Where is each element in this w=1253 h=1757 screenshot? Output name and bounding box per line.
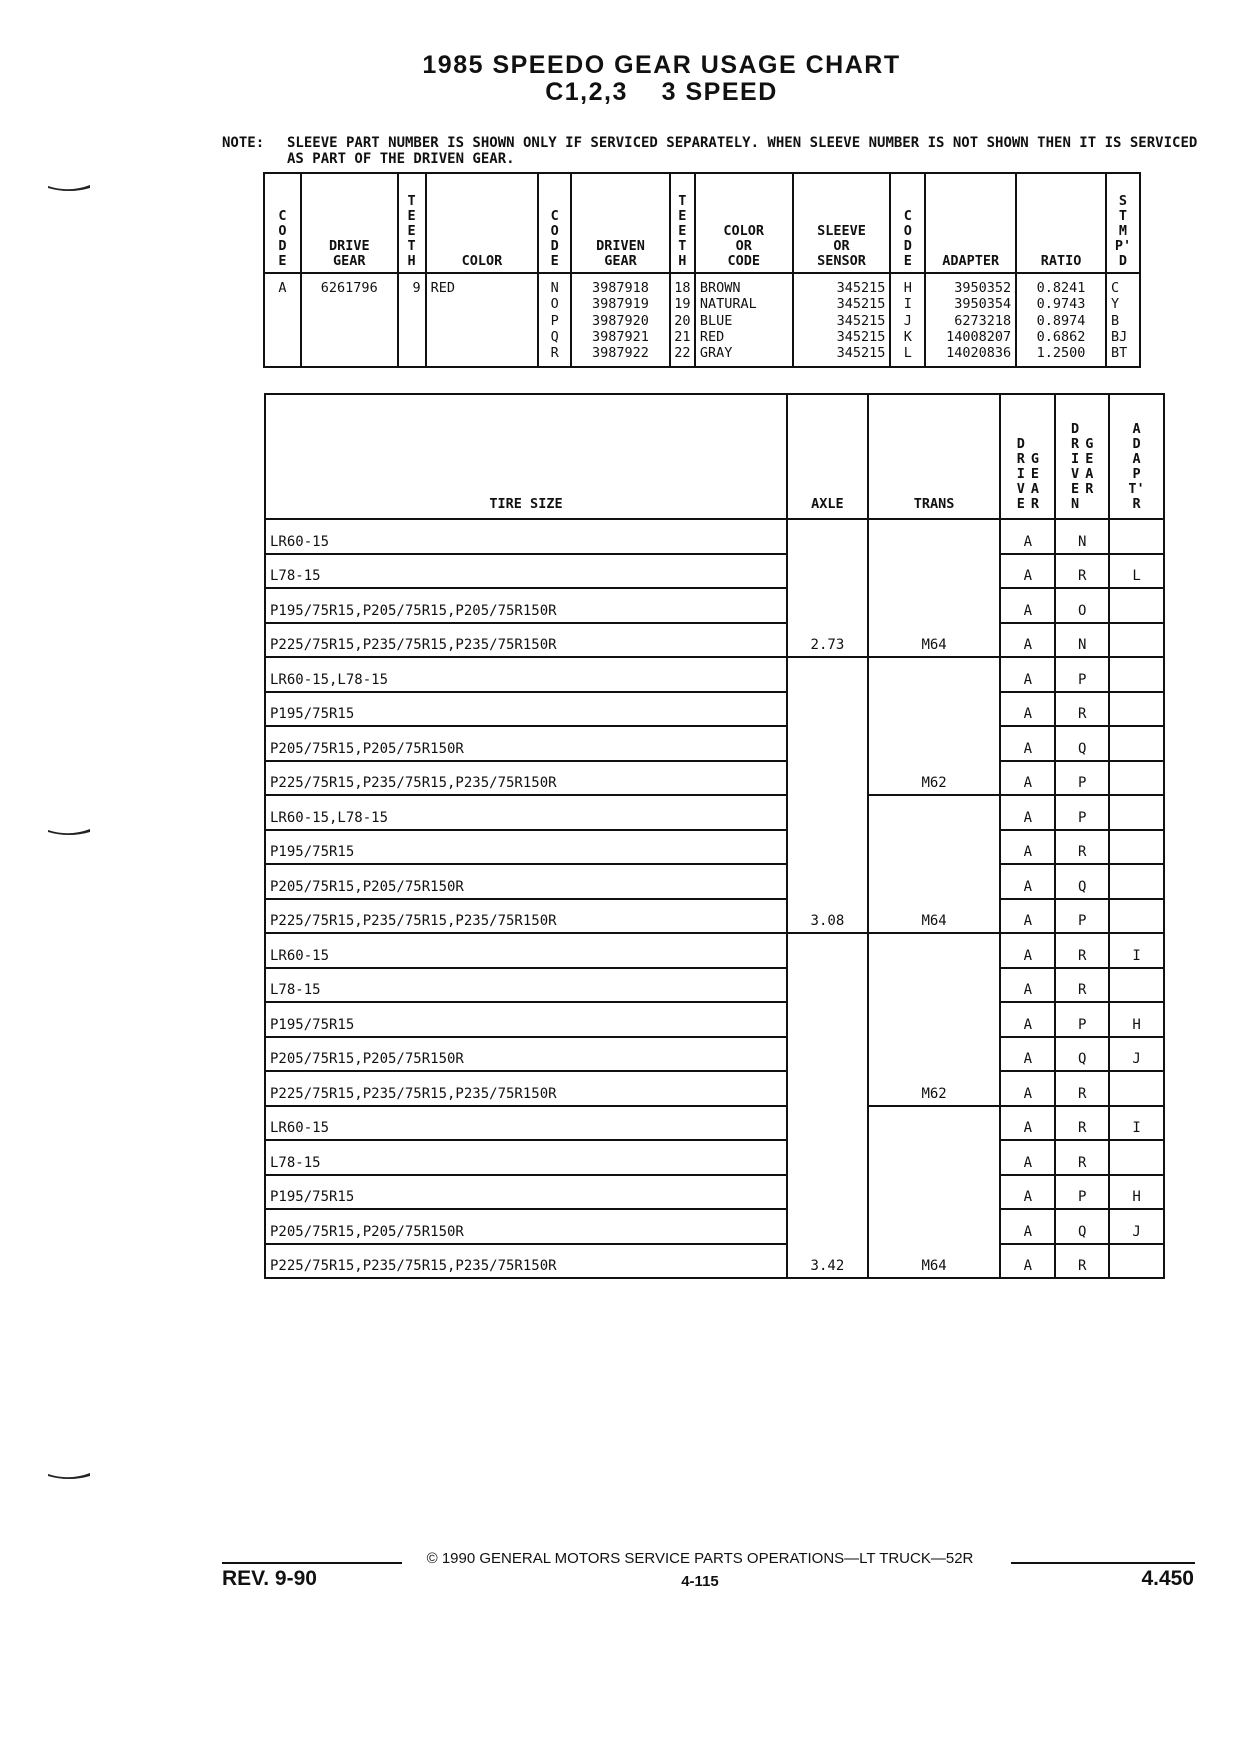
- driven-gear-cell: O: [1055, 588, 1109, 623]
- driven-gear-cell: P: [1055, 761, 1109, 796]
- drive-gear-cell: A: [1000, 692, 1055, 727]
- cell-driven-gear: 3987918 3987919 3987920 3987921 3987922: [571, 273, 670, 367]
- driven-gear-cell: R: [1055, 1071, 1109, 1106]
- adapter-cell: I: [1109, 1106, 1164, 1141]
- header-drive-gear: [1000, 394, 1055, 519]
- header-adapter: A D A P T' R: [1109, 394, 1164, 519]
- tire-size-cell: LR60-15,L78-15: [265, 795, 787, 830]
- tire-size-cell: LR60-15: [265, 933, 787, 968]
- adapter-cell: H: [1109, 1175, 1164, 1210]
- tire-table-row: [265, 1175, 1164, 1210]
- cell-color-or-code: BROWN NATURAL BLUE RED GRAY: [695, 273, 793, 367]
- gear-table-row: [264, 273, 1140, 367]
- adapter-cell: [1109, 726, 1164, 761]
- tire-table-row: [265, 623, 1164, 658]
- drive-gear-cell: A: [1000, 1002, 1055, 1037]
- footer-rule-right: [1011, 1562, 1195, 1564]
- axle-cell: 2.73: [787, 519, 868, 657]
- header-axle: AXLE: [787, 394, 868, 519]
- tire-table-row: [265, 692, 1164, 727]
- tire-table-row: [265, 795, 1164, 830]
- adapter-cell: [1109, 968, 1164, 1003]
- punch-mark: [48, 1472, 90, 1480]
- tire-size-cell: P205/75R15,P205/75R150R: [265, 1037, 787, 1072]
- driven-gear-cell: R: [1055, 830, 1109, 865]
- footer-page-ref: 4-115: [681, 1573, 719, 1590]
- adapter-cell: [1109, 623, 1164, 658]
- tire-table: [264, 393, 1165, 1279]
- adapter-cell: [1109, 692, 1164, 727]
- tire-table-row: [265, 519, 1164, 554]
- adapter-cell: [1109, 1244, 1164, 1279]
- footer-copyright: © 1990 GENERAL MOTORS SERVICE PARTS OPERATIONS—LT TRUCK—52R: [426, 1550, 974, 1567]
- header-code: C O D E: [538, 173, 571, 273]
- driven-gear-cell: R: [1055, 554, 1109, 589]
- driven-gear-cell: P: [1055, 795, 1109, 830]
- adapter-cell: [1109, 899, 1164, 934]
- driven-gear-cell: Q: [1055, 726, 1109, 761]
- drive-gear-cell: A: [1000, 864, 1055, 899]
- trans-cell: M64: [868, 519, 1001, 657]
- cell-stmpd: C Y B BJ BT: [1106, 273, 1140, 367]
- drive-gear-cell: A: [1000, 657, 1055, 692]
- tire-table-row: [265, 1106, 1164, 1141]
- axle-cell: 3.08: [787, 657, 868, 933]
- drive-gear-cell: A: [1000, 1175, 1055, 1210]
- adapter-cell: [1109, 519, 1164, 554]
- adapter-cell: [1109, 657, 1164, 692]
- header-drive-gear-word1: D R I V E: [1016, 436, 1025, 512]
- header-driven-gear-word2: G E A R: [1085, 436, 1094, 497]
- tire-size-cell: LR60-15: [265, 1106, 787, 1141]
- drive-gear-cell: A: [1000, 968, 1055, 1003]
- footer-rule-left: [222, 1562, 402, 1564]
- drive-gear-cell: A: [1000, 726, 1055, 761]
- header-stmpd: S T M P' D: [1106, 173, 1140, 273]
- driven-gear-cell: P: [1055, 657, 1109, 692]
- tire-table-row: [265, 1140, 1164, 1175]
- page-number: 4.450: [1141, 1567, 1194, 1590]
- adapter-cell: [1109, 864, 1164, 899]
- driven-gear-cell: R: [1055, 968, 1109, 1003]
- driven-gear-cell: R: [1055, 933, 1109, 968]
- tire-table-row: [265, 1037, 1164, 1072]
- cell-code: H I J K L: [890, 273, 925, 367]
- drive-gear-cell: A: [1000, 761, 1055, 796]
- tire-size-cell: P195/75R15: [265, 830, 787, 865]
- trans-cell: M64: [868, 1106, 1001, 1279]
- tire-size-cell: P205/75R15,P205/75R150R: [265, 864, 787, 899]
- tire-size-cell: P225/75R15,P235/75R15,P235/75R150R: [265, 899, 787, 934]
- tire-table-row: [265, 933, 1164, 968]
- trans-cell: M64: [868, 795, 1001, 933]
- adapter-cell: J: [1109, 1037, 1164, 1072]
- tire-size-cell: P195/75R15: [265, 1175, 787, 1210]
- adapter-cell: H: [1109, 1002, 1164, 1037]
- tire-size-cell: P225/75R15,P235/75R15,P235/75R150R: [265, 1071, 787, 1106]
- tire-table-row: [265, 968, 1164, 1003]
- punch-mark: [48, 828, 90, 836]
- drive-gear-cell: A: [1000, 1106, 1055, 1141]
- tire-size-cell: P195/75R15: [265, 1002, 787, 1037]
- tire-table-row: [265, 554, 1164, 589]
- tire-table-row: [265, 726, 1164, 761]
- driven-gear-cell: Q: [1055, 864, 1109, 899]
- header-driven-gear: [1055, 394, 1109, 519]
- driven-gear-cell: P: [1055, 1002, 1109, 1037]
- driven-gear-cell: Q: [1055, 1209, 1109, 1244]
- drive-gear-cell: A: [1000, 588, 1055, 623]
- tire-table-row: [265, 830, 1164, 865]
- revision-label: REV. 9-90: [222, 1567, 317, 1590]
- drive-gear-cell: A: [1000, 554, 1055, 589]
- tire-size-cell: L78-15: [265, 968, 787, 1003]
- drive-gear-cell: A: [1000, 830, 1055, 865]
- trans-cell: M62: [868, 933, 1001, 1106]
- tire-size-cell: L78-15: [265, 554, 787, 589]
- drive-gear-cell: A: [1000, 1037, 1055, 1072]
- header-drive-gear-word2: G E A R: [1030, 451, 1039, 512]
- tire-size-cell: P205/75R15,P205/75R150R: [265, 726, 787, 761]
- adapter-cell: [1109, 795, 1164, 830]
- tire-size-cell: P225/75R15,P235/75R15,P235/75R150R: [265, 623, 787, 658]
- driven-gear-cell: R: [1055, 692, 1109, 727]
- tire-size-cell: L78-15: [265, 1140, 787, 1175]
- tire-table-row: [265, 1244, 1164, 1279]
- drive-gear-cell: A: [1000, 933, 1055, 968]
- trans-cell: M62: [868, 657, 1001, 795]
- header-sleeve-or-sensor: SLEEVE OR SENSOR: [793, 173, 891, 273]
- cell-color: RED: [426, 273, 539, 367]
- driven-gear-cell: Q: [1055, 1037, 1109, 1072]
- tire-size-cell: LR60-15: [265, 519, 787, 554]
- driven-gear-cell: N: [1055, 623, 1109, 658]
- driven-gear-cell: N: [1055, 519, 1109, 554]
- cell-teeth: 9: [398, 273, 426, 367]
- tire-table-row: [265, 588, 1164, 623]
- header-ratio: RATIO: [1016, 173, 1106, 273]
- tire-size-cell: LR60-15,L78-15: [265, 657, 787, 692]
- header-adapter: ADAPTER: [925, 173, 1016, 273]
- tire-table-row: [265, 1209, 1164, 1244]
- tire-table-row: [265, 1071, 1164, 1106]
- tire-size-cell: P205/75R15,P205/75R150R: [265, 1209, 787, 1244]
- header-tire-size: TIRE SIZE: [265, 394, 787, 519]
- adapter-cell: [1109, 761, 1164, 796]
- gear-table: [263, 172, 1141, 368]
- header-color-or-code: COLOR OR CODE: [695, 173, 793, 273]
- driven-gear-cell: P: [1055, 899, 1109, 934]
- tire-size-cell: P195/75R15: [265, 692, 787, 727]
- header-teeth: T E E T H: [670, 173, 695, 273]
- drive-gear-cell: A: [1000, 1244, 1055, 1279]
- tire-table-header: [265, 394, 1164, 519]
- drive-gear-cell: A: [1000, 519, 1055, 554]
- cell-code: A: [264, 273, 301, 367]
- cell-sleeve-or-sensor: 345215 345215 345215 345215 345215: [793, 273, 891, 367]
- drive-gear-cell: A: [1000, 623, 1055, 658]
- drive-gear-cell: A: [1000, 1140, 1055, 1175]
- note-label: NOTE:: [222, 135, 265, 151]
- drive-gear-cell: A: [1000, 1209, 1055, 1244]
- adapter-cell: [1109, 588, 1164, 623]
- cell-drive-gear: 6261796: [301, 273, 398, 367]
- header-driven-gear: DRIVEN GEAR: [571, 173, 670, 273]
- tire-table-row: [265, 657, 1164, 692]
- header-code: C O D E: [890, 173, 925, 273]
- header-driven-gear-word1: D R I V E N: [1071, 421, 1080, 512]
- adapter-cell: J: [1109, 1209, 1164, 1244]
- driven-gear-cell: P: [1055, 1175, 1109, 1210]
- drive-gear-cell: A: [1000, 795, 1055, 830]
- header-code: C O D E: [264, 173, 301, 273]
- tire-table-row: [265, 899, 1164, 934]
- tire-size-cell: P195/75R15,P205/75R15,P205/75R150R: [265, 588, 787, 623]
- axle-cell: 3.42: [787, 933, 868, 1278]
- chart-subtitle: C1,2,3 3 SPEED: [545, 78, 778, 106]
- punch-mark: [48, 184, 90, 192]
- drive-gear-cell: A: [1000, 1071, 1055, 1106]
- driven-gear-cell: R: [1055, 1244, 1109, 1279]
- driven-gear-cell: R: [1055, 1140, 1109, 1175]
- tire-size-cell: P225/75R15,P235/75R15,P235/75R150R: [265, 761, 787, 796]
- gear-table-header: [264, 173, 1140, 273]
- tire-table-row: [265, 864, 1164, 899]
- driven-gear-cell: R: [1055, 1106, 1109, 1141]
- drive-gear-cell: A: [1000, 899, 1055, 934]
- adapter-cell: I: [1109, 933, 1164, 968]
- header-trans: TRANS: [868, 394, 1001, 519]
- cell-teeth: 18 19 20 21 22: [670, 273, 695, 367]
- cell-code: N O P Q R: [538, 273, 571, 367]
- chart-title: 1985 SPEEDO GEAR USAGE CHART: [422, 51, 901, 79]
- adapter-cell: [1109, 1071, 1164, 1106]
- tire-table-row: [265, 1002, 1164, 1037]
- adapter-cell: [1109, 1140, 1164, 1175]
- adapter-cell: [1109, 830, 1164, 865]
- tire-size-cell: P225/75R15,P235/75R15,P235/75R150R: [265, 1244, 787, 1279]
- header-color: COLOR: [426, 173, 539, 273]
- cell-adapter: 3950352 3950354 6273218 14008207 14020836: [925, 273, 1016, 367]
- adapter-cell: L: [1109, 554, 1164, 589]
- header-teeth: T E E T H: [398, 173, 426, 273]
- cell-ratio: 0.8241 0.9743 0.8974 0.6862 1.2500: [1016, 273, 1106, 367]
- tire-table-row: [265, 761, 1164, 796]
- note-text: SLEEVE PART NUMBER IS SHOWN ONLY IF SERVICED SEPARATELY. WHEN SLEEVE NUMBER IS NOT SHOWN THEN IT IS SERVICED AS PART OF THE DRIVEN GEAR.: [287, 135, 1198, 167]
- header-drive-gear: DRIVE GEAR: [301, 173, 398, 273]
